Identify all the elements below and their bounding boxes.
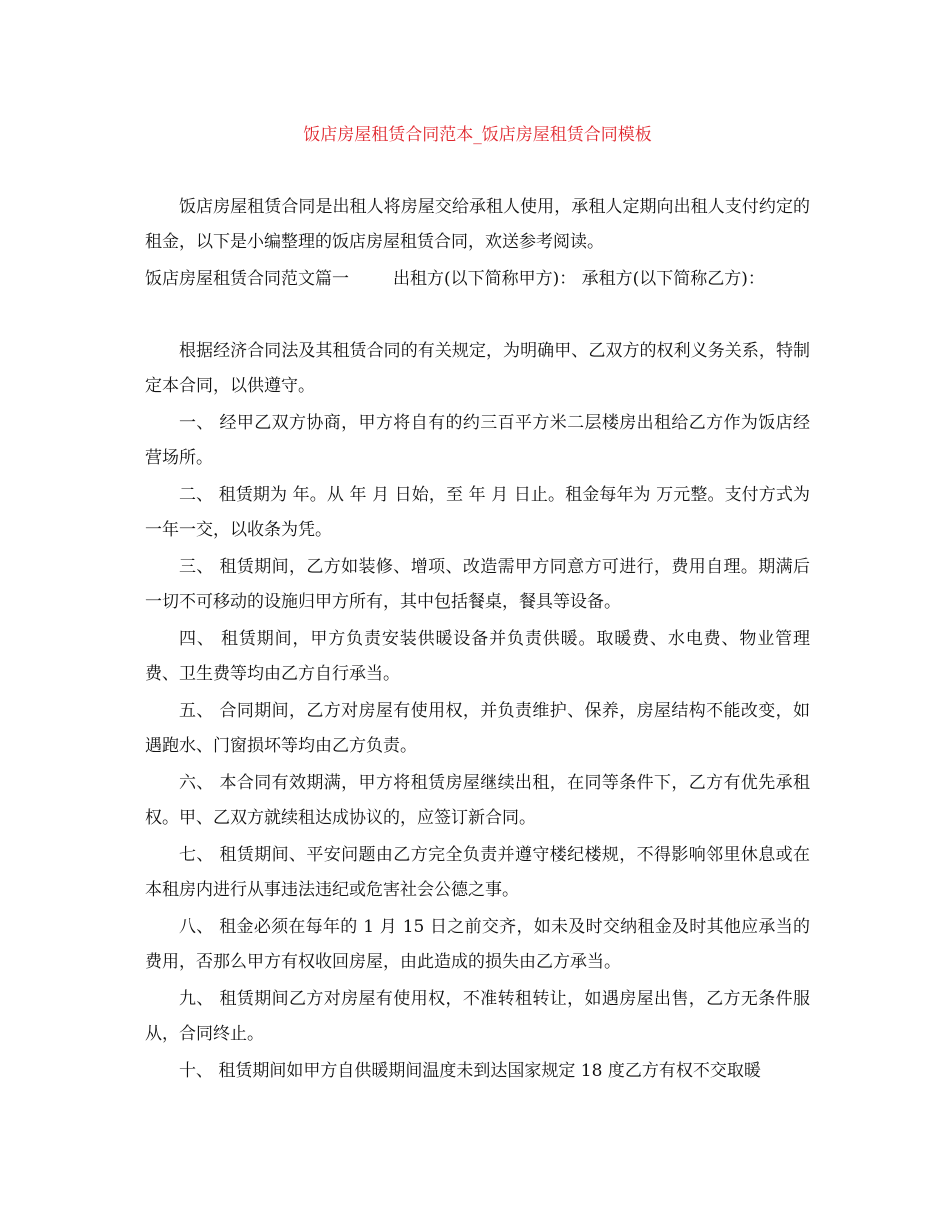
- preamble-paragraph: 根据经济合同法及其租赁合同的有关规定，为明确甲、乙双方的权利义务关系，特制定本合同，以供遵守。: [145, 341, 810, 396]
- section-header-line: [145, 262, 810, 297]
- clause-paragraph: 七、 租赁期间、平安问题由乙方完全负责并遵守楼纪楼规，不得影响邻里休息或在本租房内进行从事违法违纪或危害社会公德之事。: [145, 845, 810, 900]
- intro-paragraph: 饭店房屋租赁合同是出租人将房屋交给承租人使用，承租人定期向出租人支付约定的租金，以下是小编整理的饭店房屋租赁合同，欢送参考阅读。: [145, 197, 810, 252]
- clause-paragraph: 四、 租赁期间，甲方负责安装供暖设备并负责供暖。取暖费、水电费、物业管理费、卫生费等均由乙方自行承当。: [145, 629, 810, 684]
- clause-paragraph: 三、 租赁期间，乙方如装修、增项、改造需甲方同意方可进行，费用自理。期满后一切不可移动的设施归甲方所有，其中包括餐桌，餐具等设备。: [145, 557, 810, 612]
- parties-line: 出租方(以下简称甲方)： 承租方(以下简称乙方)：: [393, 269, 765, 289]
- clause-paragraph: 一、 经甲乙双方协商，甲方将自有的约三百平方米二层楼房出租给乙方作为饭店经营场所。: [145, 413, 810, 468]
- clause-paragraph: 五、 合同期间，乙方对房屋有使用权，并负责维护、保养，房屋结构不能改变，如遇跑水、门窗损坏等均由乙方负责。: [145, 701, 810, 756]
- clause-paragraph: 八、 租金必须在每年的 1 月 15 日之前交齐，如未及时交纳租金及时其他应承当的费用，否那么甲方有权收回房屋，由此造成的损失由乙方承当。: [145, 917, 810, 972]
- clause-paragraph: 六、 本合同有效期满，甲方将租赁房屋继续出租，在同等条件下，乙方有优先承租权。甲、乙双方就续租达成协议的，应签订新合同。: [145, 773, 810, 828]
- clause-paragraph: 九、 租赁期间乙方对房屋有使用权，不准转租转让，如遇房屋出售，乙方无条件服从，合同终止。: [145, 989, 810, 1044]
- document-title: 饭店房屋租赁合同范本_饭店房屋租赁合同模板: [303, 125, 652, 145]
- section-name: 饭店房屋租赁合同范文篇一: [145, 269, 349, 289]
- clause-paragraph: 十、 租赁期间如甲方自供暖期间温度未到达国家规定 18 度乙方有权不交取暖: [179, 1061, 761, 1081]
- clause-paragraph: 二、 租赁期为 年。从 年 月 日始，至 年 月 日止。租金每年为 万元整。支付方式为一年一交，以收条为凭。: [145, 485, 810, 540]
